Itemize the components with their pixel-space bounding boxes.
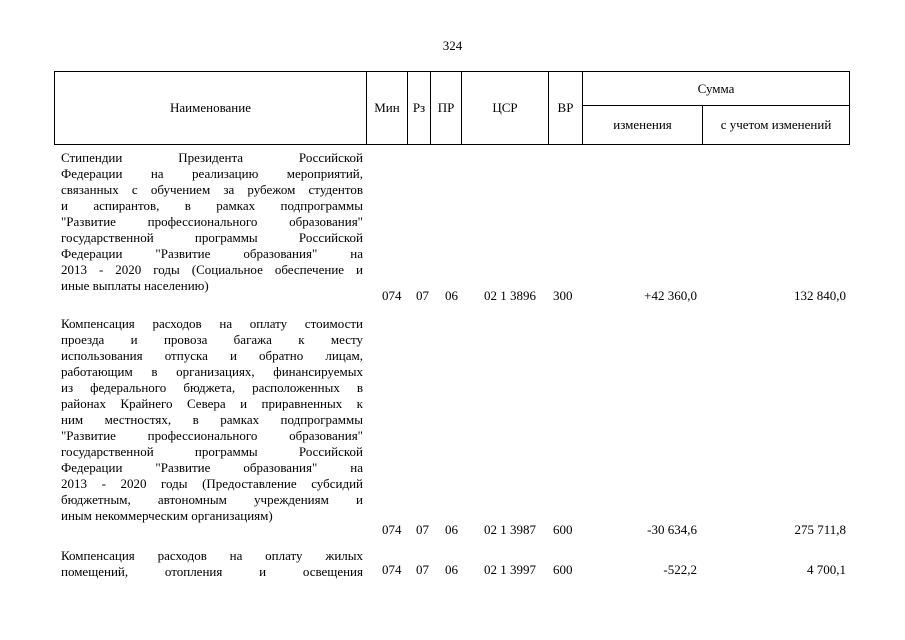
name-line: Компенсация расходов на оплату жилых xyxy=(61,548,363,563)
name-line: Компенсация расходов на оплату стоимости xyxy=(61,316,363,331)
cell-rz: 07 xyxy=(416,522,429,537)
header-pr: ПР xyxy=(430,71,461,145)
name-line: государственной программы Российской xyxy=(61,444,363,459)
name-line: помещений, отопления и освещения xyxy=(61,564,363,579)
cell-total: 4 700,1 xyxy=(807,562,846,577)
name-line: "Развитие профессионального образования" xyxy=(61,214,363,229)
header-name: Наименование xyxy=(54,71,366,145)
cell-min: 074 xyxy=(382,522,402,537)
name-line: и аспирантов, в рамках подпрограммы xyxy=(61,198,363,213)
cell-change: +42 360,0 xyxy=(644,288,697,303)
name-line: ним местностях, в рамках подпрограммы xyxy=(61,412,363,427)
row-name xyxy=(61,316,363,524)
cell-pr: 06 xyxy=(445,562,458,577)
name-line: связанных с обучением за рубежом студентов xyxy=(61,182,363,197)
name-line: Федерации "Развитие образования" на xyxy=(61,246,363,261)
cell-vr: 300 xyxy=(553,288,573,303)
name-line: из федерального бюджета, расположенных в xyxy=(61,380,363,395)
name-line: проезда и провоза багажа к месту xyxy=(61,332,363,347)
name-line: использования отпуска и обратно лицам, xyxy=(61,348,363,363)
header-rz: Рз xyxy=(407,71,430,145)
cell-min: 074 xyxy=(382,562,402,577)
page-number: 324 xyxy=(442,38,463,53)
cell-total: 275 711,8 xyxy=(794,522,846,537)
name-line: Федерации "Развитие образования" на xyxy=(61,460,363,475)
header-vr: ВР xyxy=(548,71,582,145)
cell-vr: 600 xyxy=(553,522,573,537)
name-line: районах Крайнего Севера и приравненных к xyxy=(61,396,363,411)
header-csr: ЦСР xyxy=(461,71,548,145)
row-name xyxy=(61,150,363,294)
cell-csr: 02 1 3896 xyxy=(484,288,536,303)
cell-csr: 02 1 3987 xyxy=(484,522,536,537)
name-line: иные выплаты населению) xyxy=(61,278,209,293)
name-line: "Развитие профессионального образования" xyxy=(61,428,363,443)
cell-change: -522,2 xyxy=(663,562,697,577)
cell-rz: 07 xyxy=(416,288,429,303)
name-line: иным некоммерческим организациям) xyxy=(61,508,273,523)
cell-total: 132 840,0 xyxy=(794,288,846,303)
name-line: Федерации на реализацию мероприятий, xyxy=(61,166,363,181)
cell-csr: 02 1 3997 xyxy=(484,562,536,577)
name-line: бюджетным, автономным учреждениям и xyxy=(61,492,363,507)
header-min: Мин xyxy=(366,71,407,145)
name-line: работающим в организациях, финансируемых xyxy=(61,364,363,379)
cell-min: 074 xyxy=(382,288,402,303)
header-with-changes: с учетом изменений xyxy=(702,105,850,145)
name-line: 2013 - 2020 годы (Социальное обеспечение и xyxy=(61,262,363,277)
cell-pr: 06 xyxy=(445,288,458,303)
name-line: Стипендии Президента Российской xyxy=(61,150,363,165)
cell-pr: 06 xyxy=(445,522,458,537)
name-line: 2013 - 2020 годы (Предоставление субсидий xyxy=(61,476,363,491)
header-change: изменения xyxy=(582,105,702,145)
cell-change: -30 634,6 xyxy=(647,522,697,537)
row-name xyxy=(61,548,363,580)
header-summa: Сумма xyxy=(582,71,850,105)
cell-vr: 600 xyxy=(553,562,573,577)
cell-rz: 07 xyxy=(416,562,429,577)
name-line: государственной программы Российской xyxy=(61,230,363,245)
